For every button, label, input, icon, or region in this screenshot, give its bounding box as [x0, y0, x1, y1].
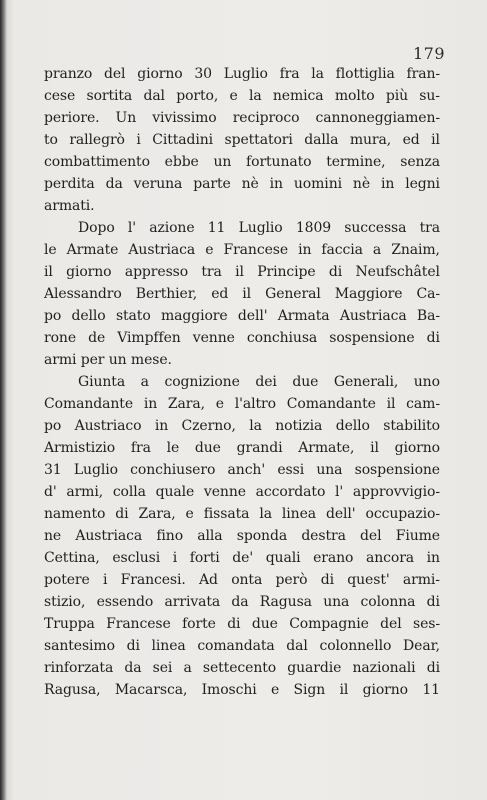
paragraph-first-line: Giunta a cognizione dei due Generali, uno [78, 374, 440, 390]
text-line: Armistizio fra le due grandi Armate, il giorno [44, 440, 440, 456]
text-line: cese sortita dal porto, e la nemica molto più su- [44, 88, 440, 104]
text-line: d' armi, colla quale venne accordato l' approvvigio- [44, 484, 440, 500]
text-line: periore. Un vivissimo reciproco cannoneggiamen- [44, 110, 440, 126]
text-line: Cettina, esclusi i forti de' quali erano ancora in [44, 550, 440, 566]
text-line: armi per un mese. [44, 352, 172, 368]
text-line: to rallegrò i Cittadini spettatori dalla mura, ed il [44, 132, 440, 148]
text-line: santesimo di linea comandata dal colonnello Dear, [44, 638, 440, 654]
text-line: namento di Zara, e fissata la linea dell' occupazio- [44, 506, 440, 522]
text-line: perdita da veruna parte nè in uomini nè in legni [44, 176, 440, 192]
text-line: Comandante in Zara, e l'altro Comandante il cam- [44, 396, 440, 412]
page-number: 179 [412, 44, 445, 63]
text-line: stizio, essendo arrivata da Ragusa una colonna di [44, 594, 440, 610]
text-line: il giorno appresso tra il Principe di Neufschâtel [44, 264, 440, 280]
text-line: combattimento ebbe un fortunato termine, senza [44, 154, 440, 170]
text-line: po dello stato maggiore dell' Armata Austriaca Ba- [44, 308, 440, 324]
text-line: Truppa Francese forte di due Compagnie del ses- [44, 616, 440, 632]
text-line: Alessandro Berthier, ed il General Maggiore Ca- [44, 286, 440, 302]
text-line: pranzo del giorno 30 Luglio fra la flottiglia fran- [44, 66, 440, 82]
text-line: po Austriaco in Czerno, la notizia dello stabilito [44, 418, 440, 434]
text-line: le Armate Austriaca e Francese in faccia a Znaim, [44, 242, 440, 258]
text-line: rinforzata da sei a settecento guardie nazionali di [44, 660, 440, 676]
text-line: rone de Vimpffen venne conchiusa sospensione di [44, 330, 440, 346]
text-line: ne Austriaca fino alla sponda destra del Fiume [44, 528, 440, 544]
text-line: 31 Luglio conchiusero anch' essi una sospensione [44, 462, 440, 478]
text-line: Ragusa, Macarsca, Imoschi e Sign il giorno 11 [44, 682, 440, 698]
text-line: potere i Francesi. Ad onta però di quest' armi- [44, 572, 440, 588]
text-line: armati. [44, 198, 95, 214]
paragraph-first-line: Dopo l' azione 11 Luglio 1809 successa tra [78, 220, 440, 236]
